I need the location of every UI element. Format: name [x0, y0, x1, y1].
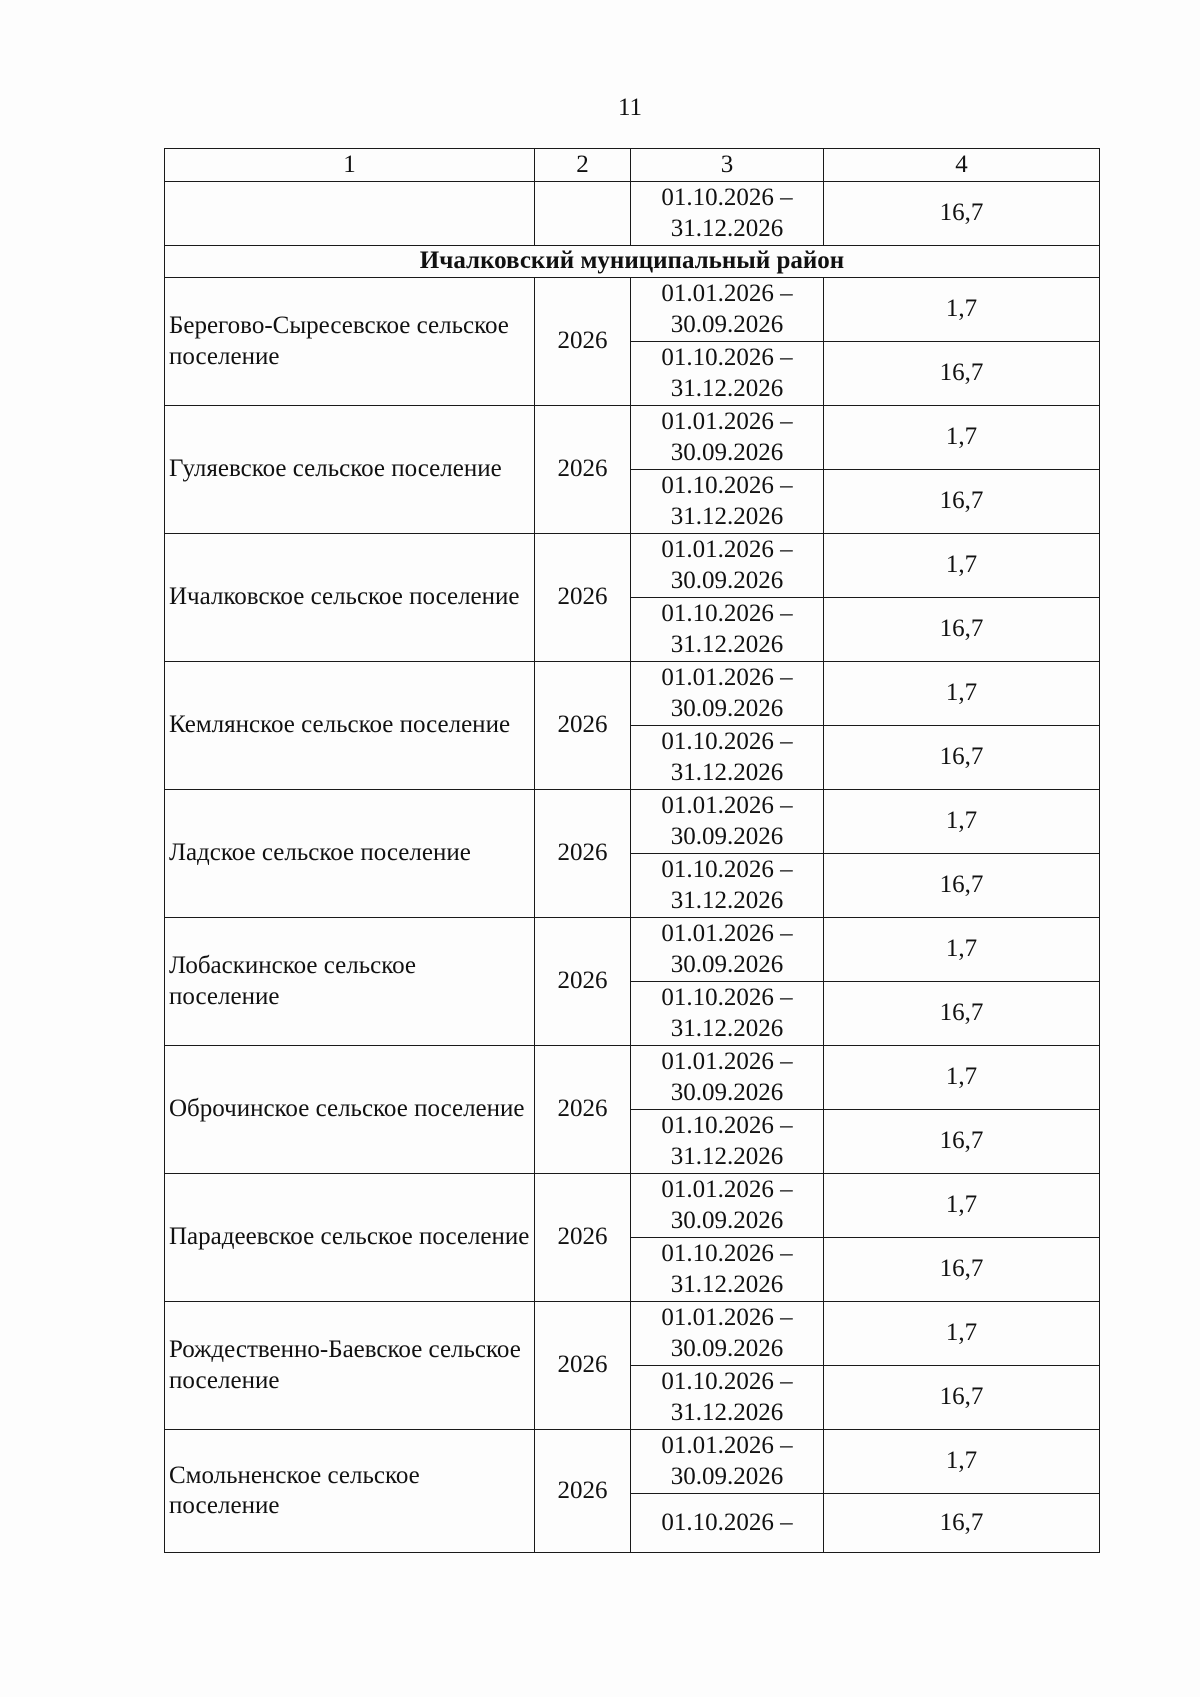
value-cell: 16,7 — [824, 854, 1100, 918]
settlement-name: Оброчинское сельское поселение — [165, 1046, 535, 1174]
value-cell: 16,7 — [824, 470, 1100, 534]
period-to: 30.09.2026 — [670, 1334, 784, 1362]
period-from: 01.10.2026 – — [661, 1368, 793, 1395]
period-from: 01.01.2026 – — [661, 1048, 793, 1075]
settlement-name: Гуляевское сельское поселение — [165, 406, 535, 534]
period-cell — [631, 982, 824, 1046]
period-from: 01.10.2026 – — [661, 1508, 793, 1536]
value-cell: 1,7 — [824, 918, 1100, 982]
value-cell: 1,7 — [824, 1174, 1100, 1238]
period-to: 30.09.2026 — [670, 1206, 784, 1234]
period-cell — [631, 662, 824, 726]
settlement-period-row — [165, 790, 1100, 854]
period-cell — [631, 918, 824, 982]
column-number-row — [165, 149, 1100, 182]
section-title: Ичалковский муниципальный район — [165, 246, 1100, 278]
settlement-name: Смольненское сельское поселение — [165, 1430, 535, 1553]
settlement-name: Ладское сельское поселение — [165, 790, 535, 918]
tariff-table — [164, 148, 1100, 1553]
period-cell — [631, 726, 824, 790]
period-cell — [631, 342, 824, 406]
settlement-name: Берегово-Сыресевское сельское поселение — [165, 278, 535, 406]
period-cell — [631, 470, 824, 534]
settlement-year: 2026 — [535, 662, 631, 790]
period-to: 30.09.2026 — [670, 566, 784, 594]
value-cell: 1,7 — [824, 662, 1100, 726]
period-cell — [631, 1302, 824, 1366]
period-to: 31.12.2026 — [670, 1142, 784, 1170]
column-number: 3 — [631, 149, 824, 182]
period-to: 30.09.2026 — [670, 310, 784, 338]
period-to: 31.12.2026 — [670, 214, 784, 242]
settlement-name: Ичалковское сельское поселение — [165, 534, 535, 662]
period-to: 30.09.2026 — [670, 694, 784, 722]
period-to: 31.12.2026 — [670, 886, 784, 914]
column-number: 4 — [824, 149, 1100, 182]
table-body — [165, 149, 1100, 1553]
period-cell — [631, 182, 824, 246]
period-from: 01.10.2026 – — [661, 984, 793, 1011]
period-from: 01.01.2026 – — [661, 280, 793, 307]
settlement-period-row — [165, 1302, 1100, 1366]
period-to: 31.12.2026 — [670, 374, 784, 402]
settlement-period-row — [165, 1174, 1100, 1238]
value-cell: 1,7 — [824, 278, 1100, 342]
period-from: 01.01.2026 – — [661, 664, 793, 691]
period-to: 31.12.2026 — [670, 1270, 784, 1298]
period-to: 31.12.2026 — [670, 502, 784, 530]
settlement-year: 2026 — [535, 790, 631, 918]
period-to: 31.12.2026 — [670, 1014, 784, 1042]
period-cell — [631, 790, 824, 854]
settlement-period-row — [165, 662, 1100, 726]
settlement-period-row — [165, 1046, 1100, 1110]
value-cell: 1,7 — [824, 790, 1100, 854]
value-cell: 1,7 — [824, 406, 1100, 470]
period-to: 30.09.2026 — [670, 438, 784, 466]
period-from: 01.01.2026 – — [661, 1432, 793, 1459]
value-cell: 1,7 — [824, 1430, 1100, 1494]
period-from: 01.10.2026 – — [661, 184, 793, 211]
settlement-name: Кемлянское сельское поселение — [165, 662, 535, 790]
period-from: 01.10.2026 – — [661, 1112, 793, 1139]
settlement-period-row — [165, 406, 1100, 470]
period-from: 01.01.2026 – — [661, 536, 793, 563]
period-from: 01.10.2026 – — [661, 1240, 793, 1267]
period-to: 30.09.2026 — [670, 950, 784, 978]
section-row — [165, 246, 1100, 278]
period-cell — [631, 854, 824, 918]
period-cell — [631, 1238, 824, 1302]
settlement-period-row — [165, 918, 1100, 982]
settlement-year: 2026 — [535, 1046, 631, 1174]
settlement-name: Парадеевское сельское поселение — [165, 1174, 535, 1302]
period-cell — [631, 1174, 824, 1238]
period-from: 01.10.2026 – — [661, 856, 793, 883]
period-cell — [631, 1366, 824, 1430]
period-from: 01.01.2026 – — [661, 408, 793, 435]
period-cell — [631, 1430, 824, 1494]
value-cell: 16,7 — [824, 342, 1100, 406]
period-cell — [631, 278, 824, 342]
settlement-year: 2026 — [535, 1430, 631, 1553]
value-cell: 16,7 — [824, 1494, 1100, 1553]
period-to: 31.12.2026 — [670, 1398, 784, 1426]
value-cell: 1,7 — [824, 534, 1100, 598]
value-cell: 1,7 — [824, 1046, 1100, 1110]
period-from: 01.01.2026 – — [661, 920, 793, 947]
period-from: 01.10.2026 – — [661, 600, 793, 627]
settlement-name: Рождественно-Баевское сельское поселение — [165, 1302, 535, 1430]
value-cell: 16,7 — [824, 1110, 1100, 1174]
period-cell — [631, 1046, 824, 1110]
column-number: 1 — [165, 149, 535, 182]
value-cell: 16,7 — [824, 1366, 1100, 1430]
settlement-year: 2026 — [535, 278, 631, 406]
settlement-year: 2026 — [535, 534, 631, 662]
value-cell: 16,7 — [824, 1238, 1100, 1302]
period-cell — [631, 1494, 824, 1553]
page-number: 11 — [617, 94, 643, 121]
period-cell — [631, 406, 824, 470]
settlement-year: 2026 — [535, 1174, 631, 1302]
period-to: 30.09.2026 — [670, 822, 784, 850]
period-cell — [631, 1110, 824, 1174]
value-cell: 16,7 — [824, 598, 1100, 662]
period-to: 31.12.2026 — [670, 758, 784, 786]
column-number: 2 — [535, 149, 631, 182]
period-cell — [631, 598, 824, 662]
period-from: 01.01.2026 – — [661, 792, 793, 819]
settlement-period-row — [165, 278, 1100, 342]
empty-name-cell — [165, 182, 535, 246]
settlement-year: 2026 — [535, 918, 631, 1046]
value-cell: 16,7 — [824, 726, 1100, 790]
settlement-name: Лобаскинское сельское поселение — [165, 918, 535, 1046]
period-from: 01.01.2026 – — [661, 1176, 793, 1203]
continuation-row — [165, 182, 1100, 246]
period-from: 01.01.2026 – — [661, 1304, 793, 1331]
period-from: 01.10.2026 – — [661, 728, 793, 755]
period-to: 30.09.2026 — [670, 1462, 784, 1490]
period-from: 01.10.2026 – — [661, 344, 793, 371]
value-cell: 1,7 — [824, 1302, 1100, 1366]
value-cell: 16,7 — [824, 182, 1100, 246]
settlement-period-row — [165, 534, 1100, 598]
empty-year-cell — [535, 182, 631, 246]
period-from: 01.10.2026 – — [661, 472, 793, 499]
period-cell — [631, 534, 824, 598]
settlement-period-row — [165, 1430, 1100, 1494]
settlement-year: 2026 — [535, 1302, 631, 1430]
settlement-year: 2026 — [535, 406, 631, 534]
period-to: 31.12.2026 — [670, 630, 784, 658]
period-to: 30.09.2026 — [670, 1078, 784, 1106]
value-cell: 16,7 — [824, 982, 1100, 1046]
